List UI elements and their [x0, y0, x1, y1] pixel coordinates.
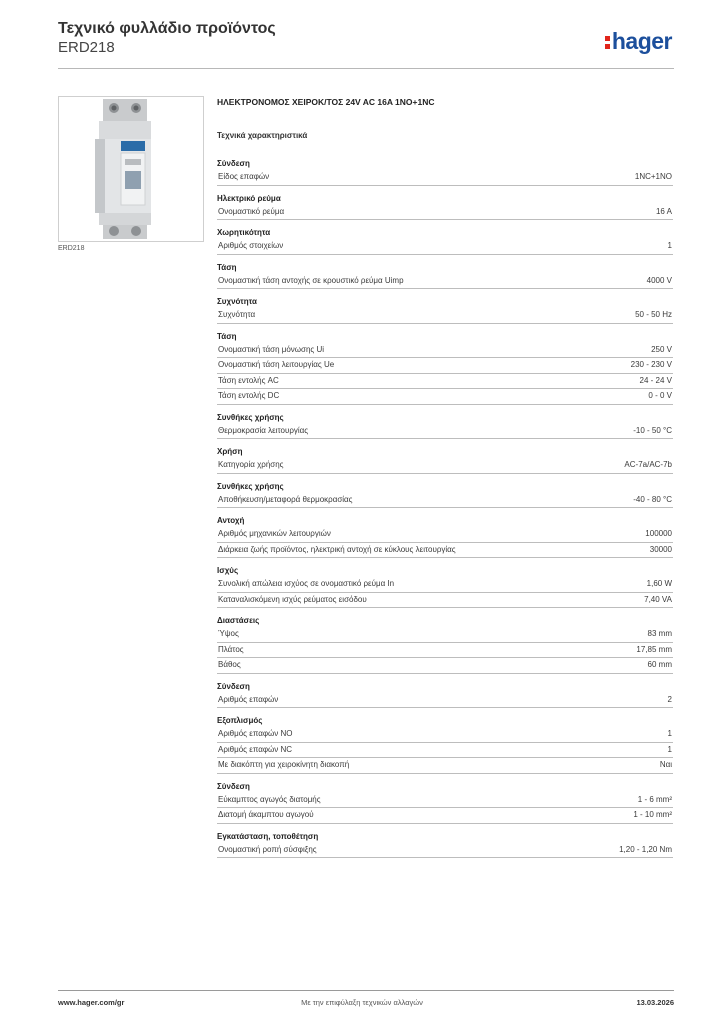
spec-row — [217, 727, 673, 743]
header-divider — [58, 68, 674, 69]
spec-group-title: Χρήση — [217, 447, 243, 456]
spec-row — [217, 458, 673, 474]
document-title: Τεχνικό φυλλάδιο προϊόντος — [58, 20, 276, 37]
spec-group-title: Συνθήκες χρήσης — [217, 481, 284, 491]
product-code: ERD218 — [58, 39, 115, 56]
spec-row — [217, 593, 673, 609]
spec-value: 1 — [667, 729, 672, 738]
spec-row — [217, 627, 673, 643]
spec-value: 1,20 - 1,20 Nm — [619, 844, 672, 854]
spec-value: 230 - 230 V — [630, 360, 672, 369]
spec-value: 2 — [667, 694, 672, 704]
spec-row — [217, 374, 673, 390]
spec-row — [217, 308, 673, 324]
product-image — [58, 96, 204, 242]
spec-label: Θερμοκρασία λειτουργίας — [218, 425, 309, 435]
spec-label: Ονομαστικό ρεύμα — [218, 206, 285, 216]
spec-value: 1 — [667, 241, 672, 250]
spec-row — [217, 205, 673, 221]
spec-row — [217, 424, 673, 440]
spec-value: 17,85 mm — [636, 644, 672, 654]
spec-group-title: Σύνδεση — [217, 781, 250, 791]
logo-dots-icon — [605, 34, 611, 50]
spec-groups — [217, 151, 673, 858]
spec-label: Πλάτος — [218, 644, 244, 654]
spec-content — [217, 96, 673, 858]
spec-row — [217, 274, 673, 290]
spec-row — [217, 758, 673, 774]
spec-label: Ονομαστική ροπή σύσφιξης — [218, 844, 317, 854]
spec-label: Κατηγορία χρήσης — [218, 460, 284, 469]
spec-group-title: Εγκατάσταση, τοποθέτηση — [217, 831, 319, 841]
spec-row — [217, 389, 673, 405]
spec-label: Συνολική απώλεια ισχύος σε ονομαστικό ρεύμα In — [218, 579, 395, 588]
spec-row — [217, 658, 673, 674]
spec-group-title: Διαστάσεις — [217, 616, 260, 625]
spec-label: Αριθμός στοιχείων — [218, 241, 284, 250]
spec-row — [217, 343, 673, 359]
spec-label: Ύψος — [218, 629, 239, 638]
spec-group-title: Τάση — [217, 262, 237, 272]
spec-label: Ονομαστική τάση λειτουργίας Ue — [218, 360, 335, 369]
spec-label: Τάση εντολής DC — [218, 391, 280, 400]
spec-value: -40 - 80 °C — [633, 494, 672, 504]
spec-value: 7,40 VA — [644, 594, 672, 604]
spec-label: Με διακόπτη για χειροκίνητη διακοπή — [218, 760, 350, 769]
spec-group-title: Τάση — [217, 331, 237, 341]
spec-group-title: Ηλεκτρικό ρεύμα — [217, 193, 281, 203]
spec-value: 1 — [667, 744, 672, 754]
spec-value: 4000 V — [646, 275, 672, 285]
spec-value: 0 - 0 V — [648, 391, 672, 400]
spec-value: 60 mm — [647, 660, 672, 669]
spec-value: 250 V — [651, 344, 672, 354]
spec-value: 16 A — [655, 206, 672, 216]
spec-value: 1 - 6 mm² — [637, 794, 672, 804]
spec-row — [217, 808, 673, 824]
spec-group-title: Αντοχή — [217, 516, 245, 525]
spec-label: Ονομαστική τάση μόνωσης Ui — [218, 344, 325, 354]
image-caption: ERD218 — [58, 245, 85, 252]
spec-value: 50 - 50 Hz — [635, 310, 672, 319]
spec-row — [217, 743, 673, 759]
spec-row — [217, 577, 673, 593]
spec-value: -10 - 50 °C — [633, 425, 672, 435]
spec-group-title: Συνθήκες χρήσης — [217, 412, 284, 422]
footer-divider — [58, 990, 674, 991]
spec-value: 1,60 W — [646, 579, 672, 588]
spec-row — [217, 358, 673, 374]
spec-value: 30000 — [649, 544, 672, 554]
spec-value: 83 mm — [647, 629, 672, 638]
spec-label: Αποθήκευση/μεταφορά θερμοκρασίας — [218, 494, 353, 504]
spec-value: Ναι — [659, 760, 672, 769]
spec-row — [217, 643, 673, 659]
logo-text: hager — [611, 28, 672, 54]
spec-row — [217, 239, 673, 255]
spec-row — [217, 170, 673, 186]
spec-label: Αριθμός επαφών NO — [218, 729, 293, 738]
spec-value: AC-7a/AC-7b — [624, 460, 672, 469]
spec-value: 100000 — [645, 529, 672, 538]
footer-website: www.hager.com/gr — [58, 998, 125, 1007]
spec-group-title: Συχνότητα — [217, 297, 257, 306]
spec-group-title: Σύνδεση — [217, 681, 250, 691]
spec-label: Τάση εντολής AC — [218, 375, 279, 385]
spec-row — [217, 843, 673, 859]
spec-group-title: Σύνδεση — [217, 159, 250, 168]
footer-note: Με την επιφύλαξη τεχνικών αλλαγών — [301, 998, 423, 1007]
spec-label: Καταναλισκόμενη ισχύς ρεύματος εισόδου — [218, 594, 367, 604]
spec-label: Αριθμός επαφών NC — [218, 744, 293, 754]
spec-label: Συχνότητα — [218, 310, 256, 319]
spec-row — [217, 793, 673, 809]
spec-row — [217, 493, 673, 509]
spec-row — [217, 543, 673, 559]
contactor-device-icon — [59, 97, 203, 241]
spec-group-title: Ισχύς — [217, 566, 239, 575]
spec-label: Αριθμός επαφών — [218, 694, 279, 704]
footer-date: 13.03.2026 — [636, 998, 674, 1007]
page-header — [58, 20, 674, 66]
specs-heading: Τεχνικά χαρακτηριστικά — [217, 131, 308, 140]
spec-row — [217, 693, 673, 709]
spec-group-title: Εξοπλισμός — [217, 716, 263, 725]
spec-value: 1NC+1NO — [634, 172, 672, 181]
spec-label: Ονομαστική τάση αντοχής σε κρουστικό ρεύμα Uimp — [218, 275, 404, 285]
hager-logo — [605, 28, 672, 55]
spec-label: Εύκαμπτος αγωγός διατομής — [218, 794, 321, 804]
spec-label: Αριθμός μηχανικών λειτουργιών — [218, 529, 331, 538]
spec-value: 24 - 24 V — [639, 375, 672, 385]
spec-label: Διάρκεια ζωής προϊόντος, ηλεκτρική αντοχή σε κύκλους λειτουργίας — [218, 544, 456, 554]
spec-value: 1 - 10 mm² — [633, 810, 672, 819]
product-name: ΗΛΕΚΤΡΟΝΟΜΟΣ ΧΕΙΡΟΚ/ΤΟΣ 24V AC 16A 1NO+1NC — [217, 97, 435, 107]
spec-label: Βάθος — [218, 660, 241, 669]
spec-label: Διατομή άκαμπτου αγωγού — [218, 810, 314, 819]
spec-row — [217, 527, 673, 543]
spec-label: Είδος επαφών — [218, 172, 270, 181]
spec-group-title: Χωρητικότητα — [217, 228, 271, 237]
